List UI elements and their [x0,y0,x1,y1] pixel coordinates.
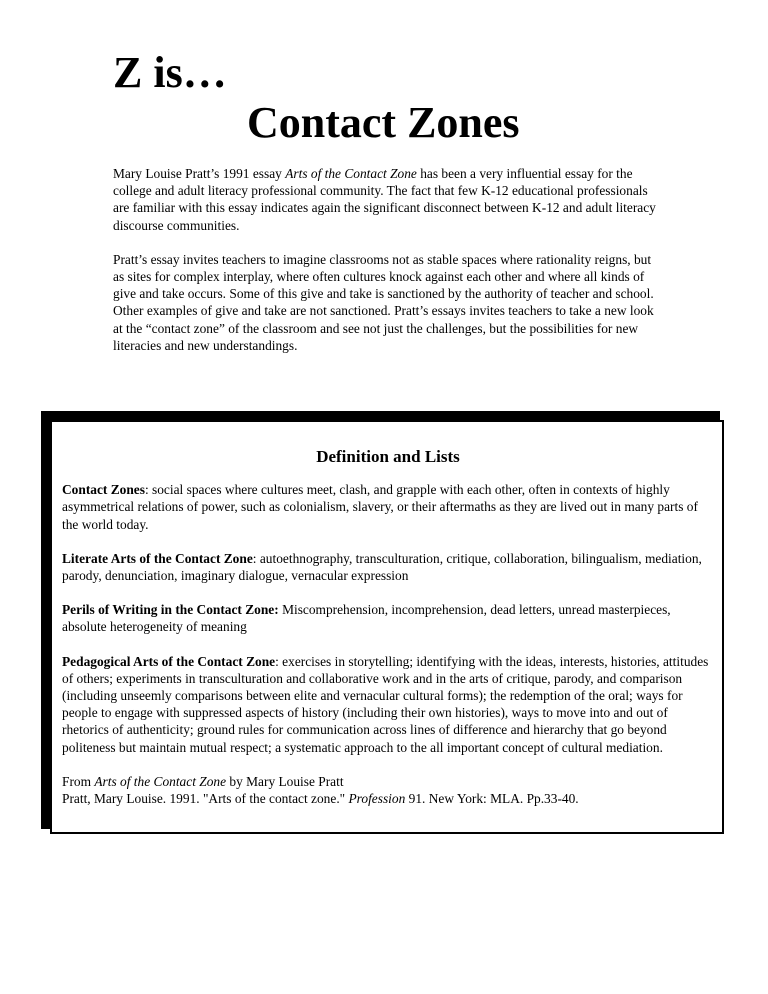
intro-p1-text-b: has been a very influential essay for the college and adult literacy professional community. The fact that few K-12 educational professionals are familiar with this essay indicates again the significant disconnect between K-12 and adult literacy discourse communities. [113,166,656,233]
citation-journal: Profession [348,791,406,807]
intro-paragraph-1 [113,165,658,234]
definition-entry [62,653,714,756]
intro-p1-text-a: Mary Louise Pratt’s 1991 essay [113,166,286,181]
intro-section [113,165,658,371]
source-line [62,773,714,790]
citation-text-b: 91. New York: MLA. Pp.33-40. [405,791,579,807]
source-title: Arts of the Contact Zone [94,773,227,789]
definition-box-title: Definition and Lists [316,447,460,466]
definition-entry [62,550,714,584]
definition-box-content [62,448,714,807]
definition-entry [62,481,714,533]
citation-text-a: Pratt, Mary Louise. 1991. "Arts of the contact zone." [62,791,349,807]
definition-term: Perils of Writing in the Contact Zone: [62,602,279,618]
definition-term: Pedagogical Arts of the Contact Zone [62,653,276,669]
page-title-line1: Z is… [113,48,227,97]
source-prefix: From [62,773,95,789]
page-title-line2: Contact Zones [247,98,520,147]
definition-text: : exercises in storytelling; identifying with the ideas, interests, histories, attitudes of others; experiments in transculturation and collaborative work and in the arts of critique, parody, and comparison (including unseemly comparisons between elite and vernacular cultural forms); the redemption of the oral; ways for people to engage with suppressed aspects of history (including their own histories), ways to move into and out of rhetorics of authenticity; ground rules for communication across lines of difference and hierarchy that go beyond politeness but maintain mutual respect; a systematic approach to the all important concept of cultural mediation. [62,653,709,755]
definition-term: Contact Zones [62,482,145,498]
definition-term: Literate Arts of the Contact Zone [62,550,253,566]
definition-text: : social spaces where cultures meet, clash, and grapple with each other, often in contexts of highly asymmetrical relations of power, such as colonialism, slavery, or their aftermaths as they are lived out in many parts of the world today. [62,482,698,532]
definition-entry [62,601,714,635]
citation-line [62,790,714,807]
definition-text: Miscomprehension, incomprehension, dead letters, unread masterpieces, absolute heterogeneity of meaning [62,602,671,635]
intro-paragraph-2: Pratt’s essay invites teachers to imagine classrooms not as stable spaces where rationality reigns, but as sites for complex interplay, where often cultures knock against each other and where all kinds of give and take occurs. Some of this give and take is sanctioned by the authority of teacher and school. Other examples of give and take are not sanctioned. Pratt’s essays invites teachers to take a new look at the “contact zone” of the classroom and see not just the challenges, but the possibilities for new literacies and new understandings. [113,251,654,353]
definition-text: : autoethnography, transculturation, critique, collaboration, bilingualism, mediation, parody, denunciation, imaginary dialogue, vernacular expression [62,550,702,584]
definition-box [50,420,724,834]
essay-title-italic: Arts of the Contact Zone [285,166,417,181]
source-suffix: by Mary Louise Pratt [226,773,344,789]
